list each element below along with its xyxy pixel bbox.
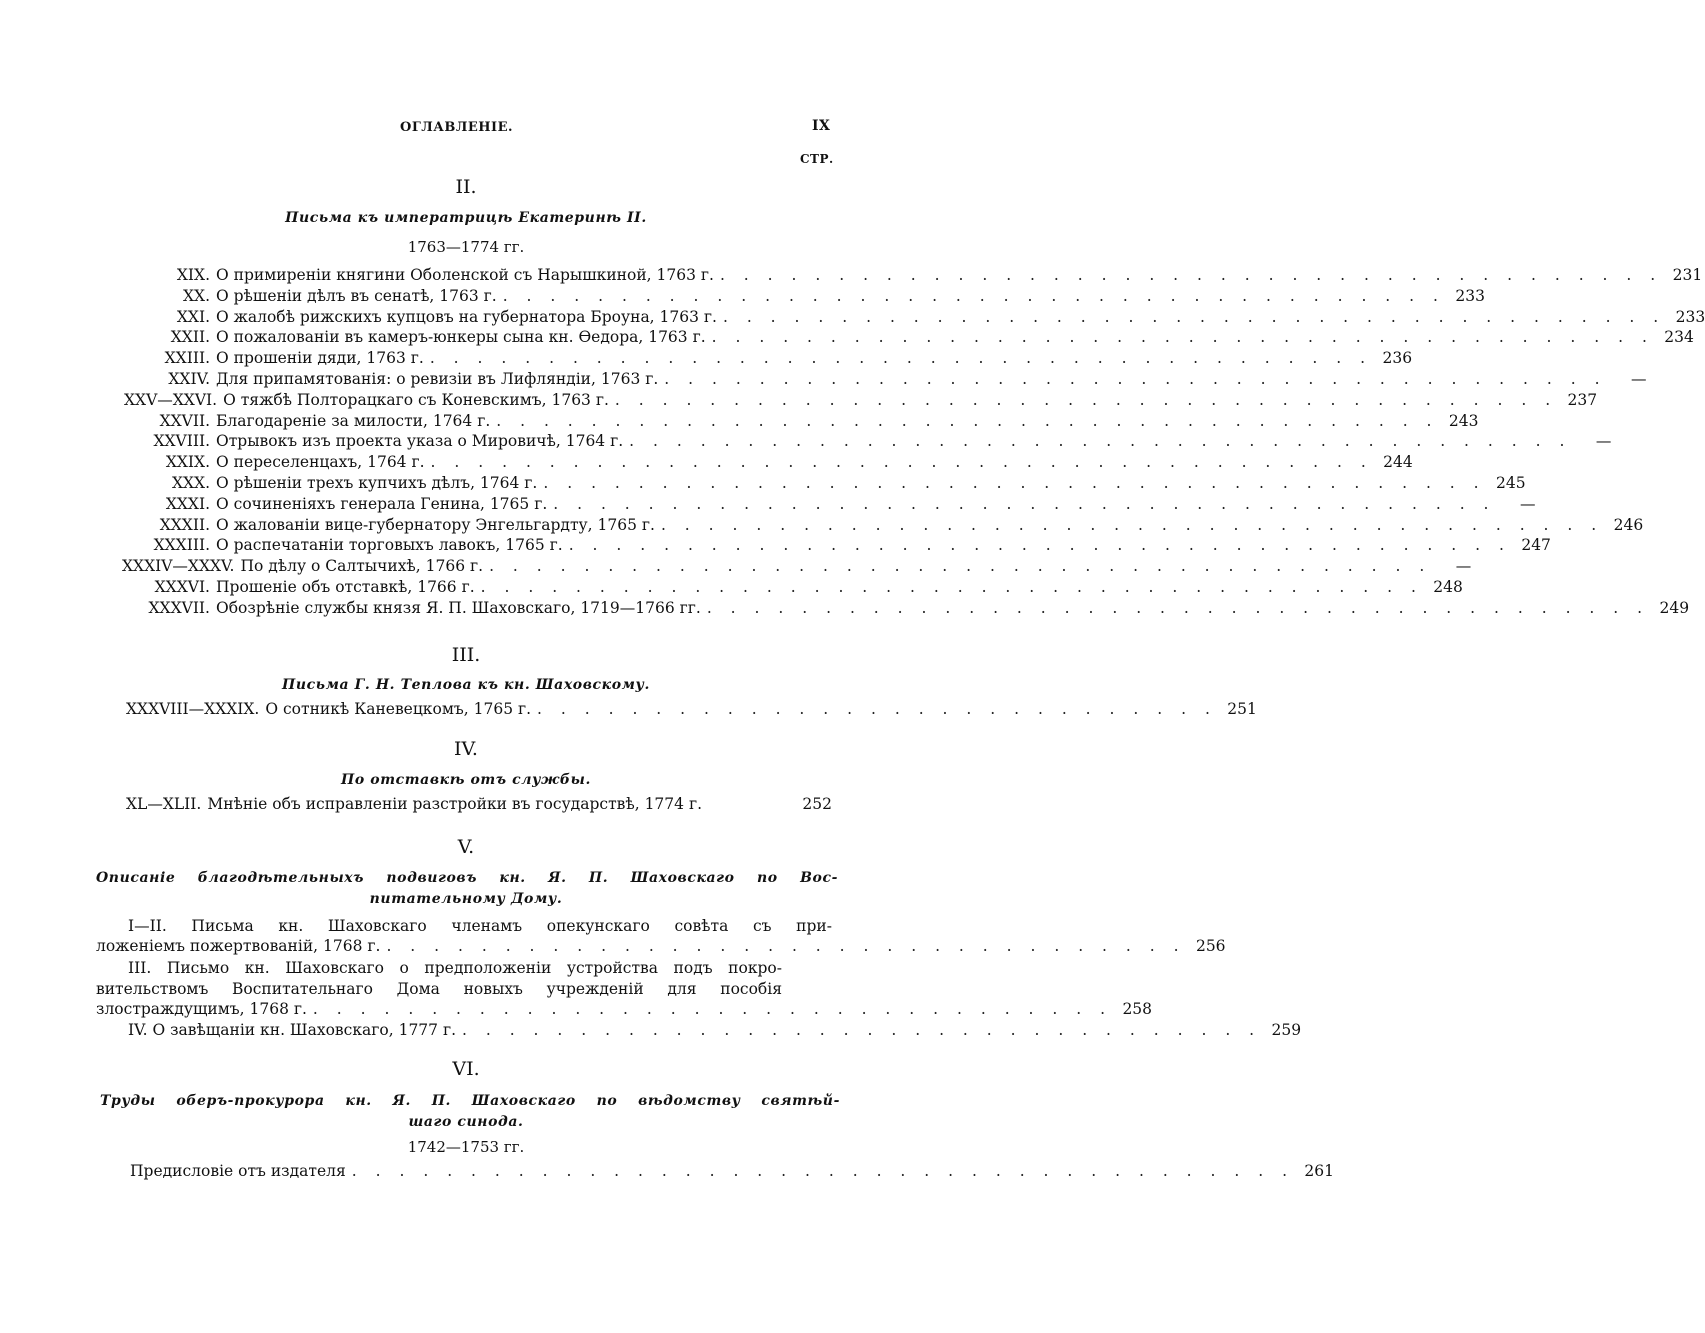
leader-dots: . . . . . . . . . . . . . . . . . . . . . . . . . . . . . . . . . . . . . . . . [614, 390, 1558, 409]
section-title-line: питательному Дому. [369, 891, 563, 907]
section-years: 1742—1753 гг. [407, 1138, 525, 1156]
entry-text: О прошеніи дяди, 1763 г. [216, 349, 424, 368]
entry-number: XXXI. [165, 494, 210, 513]
entry-number: XXX. [171, 474, 210, 492]
entry-page: 258 [1122, 1000, 1153, 1018]
section-numeral: V. [457, 836, 475, 858]
toc-entry[interactable] [96, 598, 1690, 619]
entry-number: XXV—XXVI. [124, 390, 218, 409]
entry-text: О переселенцахъ, 1764 г. [216, 453, 425, 472]
page-column-label: СТР. [800, 152, 834, 166]
entry-page: 233 [1455, 286, 1485, 305]
page-number-roman: IX [812, 118, 831, 134]
entry-text: О распечатаніи торговыхъ лавокъ, 1765 г. [216, 536, 563, 555]
entry-page: 248 [1433, 578, 1463, 596]
toc-entry[interactable] [96, 432, 1612, 452]
entry-number: XXXIV—XXXV. [122, 557, 235, 576]
toc-entry[interactable] [96, 370, 1647, 390]
entry-number: XL—XLII. [126, 795, 202, 813]
leader-dots: . . . . . . . . . . . . . . . . . . . . . . . . . . . . . . . . . . . . . . . . [489, 557, 1432, 576]
leader-dots: . . . . . . . . . . . . . . . . . . . . . . . . . . . . . . . . . . . . . . . . [706, 598, 1650, 617]
entry-text-line[interactable]: III. Письмо кн. Шаховскаго о предположеніи устройства подъ покро- [128, 959, 782, 977]
leader-dots: . . . . . . . . . . . . . . . . . . . . . . . . . . . . . [537, 700, 1217, 718]
entry-text: злостраждущимъ, 1768 г. [96, 1000, 307, 1018]
toc-entry[interactable] [96, 266, 1703, 286]
toc-entry[interactable] [126, 795, 832, 815]
toc-entry[interactable] [96, 1000, 1153, 1020]
entry-number: XXII. [170, 328, 210, 347]
section-numeral: III. [451, 644, 481, 666]
entry-text: О тяжбѣ Полторацкаго съ Коневскимъ, 1763 г. [223, 390, 609, 409]
entry-text: ложеніемъ пожертвованій, 1768 г. [96, 937, 381, 955]
leader-dots: . . . . . . . . . . . . . . . . . . . . . . . . . . . . . . . . . . . . . . . . [480, 578, 1423, 596]
entry-text-line[interactable]: вительствомъ Воспитательнаго Дома новыхъ учрежденій для пособія [96, 980, 782, 998]
entry-page: 247 [1521, 536, 1551, 555]
entry-number: XIX. [176, 266, 210, 284]
entry-page: — [1455, 557, 1472, 576]
entry-page: 231 [1672, 266, 1703, 284]
section-title-line: Описаніе благодѣтельныхъ подвиговъ кн. Я. П. Шаховскаго по Вос- [96, 870, 838, 886]
entry-text: О сотникѣ Каневецкомъ, 1765 г. [265, 700, 532, 718]
leader-dots: . . . . . . . . . . . . . . . . . . . . . . . . . . . . . . . . . . [386, 937, 1186, 955]
entry-page: — [1595, 432, 1612, 451]
entry-page: 251 [1227, 700, 1257, 718]
entry-text: Обозрѣніе службы князя Я. П. Шаховскаго, 1719—1766 гг. [216, 598, 701, 617]
entry-number: XXIII. [164, 349, 210, 368]
entry-page: 243 [1448, 411, 1479, 430]
toc-entry[interactable] [96, 349, 1413, 369]
running-header-title: ОГЛАВЛЕНІЕ. [400, 120, 514, 135]
entry-number: XXXIII. [153, 536, 210, 555]
toc-entry[interactable] [96, 307, 1705, 328]
entry-text: О пожалованіи въ камеръ-юнкеры сына кн. Өедора, 1763 г. [216, 328, 706, 347]
entry-page: 246 [1613, 515, 1644, 534]
entry-number: XX. [183, 286, 210, 305]
entry-page: 256 [1195, 937, 1226, 955]
entry-text: Для припамятованія: о ревизіи въ Лифляндіи, 1763 г. [216, 370, 659, 388]
entry-page: 233 [1675, 307, 1705, 326]
toc-entry[interactable] [96, 453, 1413, 473]
leader-dots: . . . . . . . . . . . . . . . . . . . . . . . . . . . . . . . . . . . . . . . . [629, 432, 1572, 451]
section-title: Письма къ императрицѣ Екатеринѣ II. [285, 210, 647, 226]
entry-text: Отрывокъ изъ проекта указа о Мировичѣ, 1764 г. [216, 432, 624, 451]
leader-dots: . . . . . . . . . . . . . . . . . . . . . . . . . . . . . . . . . . . . . . . . [351, 1162, 1295, 1180]
entry-page: 245 [1496, 474, 1526, 492]
leader-dots: . . . . . . . . . . . . . . . . . . . . . . . . . . . . . . . . . . . . . . . . [429, 349, 1373, 368]
entry-page: 234 [1664, 328, 1694, 347]
toc-entry[interactable] [124, 390, 1598, 411]
section-numeral: IV. [454, 738, 478, 760]
entry-number: XXXVI. [154, 578, 210, 596]
entry-text: Благодареніе за милости, 1764 г. [216, 411, 491, 430]
toc-entry[interactable] [122, 557, 1472, 577]
entry-page: — [1631, 370, 1647, 388]
leader-dots: . . . . . . . . . . . . . . . . . . . . . . . . . . . . . . . . . . . . . . . . [568, 536, 1511, 555]
section-numeral: II. [455, 176, 477, 198]
entry-text: Мнѣніе объ исправленіи разстройки въ государствѣ, 1774 г. [207, 795, 702, 813]
toc-entry[interactable] [128, 1021, 1302, 1041]
entry-text-line[interactable]: I—II. Письма кн. Шаховскаго членамъ опекунскаго совѣта съ при- [128, 917, 832, 935]
leader-dots: . . . . . . . . . . . . . . . . . . . . . . . . . . . . . . . . . . . . . . . . [553, 494, 1496, 513]
entry-number: XXXVII. [148, 598, 210, 617]
entry-text: Прошеніе объ отставкѣ, 1766 г. [216, 578, 475, 596]
entry-page: 252 [802, 795, 832, 813]
leader-dots: . . . . . . . . . . . . . . . . . . . . . . . . . . . . . . . . . . . . . . . . [711, 328, 1654, 347]
toc-entry[interactable] [96, 286, 1485, 307]
entry-page: 259 [1271, 1021, 1302, 1039]
entry-text: О жалованіи вице-губернатору Энгельгардту, 1765 г. [216, 515, 655, 534]
entry-text: О примиреніи княгини Оболенской съ Нарышкиной, 1763 г. [216, 266, 714, 284]
entry-page: 244 [1383, 453, 1413, 472]
entry-number: XXIV. [168, 370, 210, 388]
leader-dots: . . . . . . . . . . . . . . . . . . . . . . . . . . . . . . . . . . . . . . . . [664, 370, 1607, 388]
toc-entry[interactable] [96, 578, 1463, 598]
toc-entry[interactable] [96, 474, 1526, 494]
entry-text: О жалобѣ рижскихъ купцовъ на губернатора Броуна, 1763 г. [216, 307, 717, 326]
entry-text: Предисловіе отъ издателя [130, 1162, 346, 1180]
leader-dots: . . . . . . . . . . . . . . . . . . . . . . . . . . . . . . . . . . [462, 1021, 1262, 1039]
section-title: По отставкѣ отъ службы. [341, 772, 591, 788]
toc-entry[interactable] [96, 328, 1694, 348]
entry-number: XXIX. [165, 453, 210, 472]
leader-dots: . . . . . . . . . . . . . . . . . . . . . . . . . . . . . . . . . . . . . . . . [719, 266, 1663, 284]
toc-entry[interactable] [96, 937, 1226, 957]
section-numeral: VI. [452, 1058, 480, 1080]
section-title: Письма Г. Н. Теплова къ кн. Шаховскому. [282, 677, 650, 693]
entry-number: XXXII. [159, 515, 210, 534]
toc-entry[interactable] [130, 1162, 1335, 1182]
entry-text: По дѣлу о Салтычихѣ, 1766 г. [240, 557, 484, 576]
entry-page: — [1519, 494, 1536, 513]
entry-number: XXVIII. [153, 432, 210, 451]
entry-text: IV. О завѣщаніи кн. Шаховскаго, 1777 г. [128, 1021, 456, 1039]
entry-page: 237 [1567, 390, 1598, 409]
toc-entry[interactable] [96, 411, 1479, 432]
entry-page: 249 [1659, 598, 1690, 617]
section-title-line: шаго синода. [408, 1114, 524, 1130]
leader-dots: . . . . . . . . . . . . . . . . . . . . . . . . . . . . . . . . . . . . . . . . [660, 515, 1604, 534]
entry-number: XXVII. [159, 411, 210, 430]
entry-page: 236 [1382, 349, 1413, 368]
entry-text: О рѣшеніи дѣлъ въ сенатѣ, 1763 г. [216, 286, 497, 305]
toc-entry[interactable] [96, 536, 1551, 556]
leader-dots: . . . . . . . . . . . . . . . . . . . . . . . . . . . . . . . . . . . . . . . . [430, 453, 1373, 472]
leader-dots: . . . . . . . . . . . . . . . . . . . . . . . . . . . . . . . . . . . . . . . . [543, 474, 1486, 492]
toc-entry[interactable] [96, 494, 1536, 515]
leader-dots: . . . . . . . . . . . . . . . . . . . . . . . . . . . . . . . . . . [312, 1000, 1113, 1018]
leader-dots: . . . . . . . . . . . . . . . . . . . . . . . . . . . . . . . . . . . . . . . . [502, 286, 1445, 305]
leader-dots: . . . . . . . . . . . . . . . . . . . . . . . . . . . . . . . . . . . . . . . . [496, 411, 1439, 430]
entry-number: XXXVIII—XXXIX. [126, 700, 260, 718]
section-years: 1763—1774 гг. [407, 238, 525, 256]
leader-dots: . . . . . . . . . . . . . . . . . . . . . . . . . . . . . . . . . . . . . . . . [722, 307, 1666, 326]
section-title-line: Труды оберъ-прокурора кн. Я. П. Шаховскаго по вѣдомству святѣй- [100, 1093, 840, 1109]
toc-entry[interactable] [126, 700, 1257, 720]
entry-page: 261 [1304, 1162, 1335, 1180]
toc-entry[interactable] [96, 515, 1644, 536]
entry-text: О рѣшеніи трехъ купчихъ дѣлъ, 1764 г. [216, 474, 538, 492]
entry-number: XXI. [176, 307, 210, 326]
entry-text: О сочиненіяхъ генерала Генина, 1765 г. [216, 494, 548, 513]
